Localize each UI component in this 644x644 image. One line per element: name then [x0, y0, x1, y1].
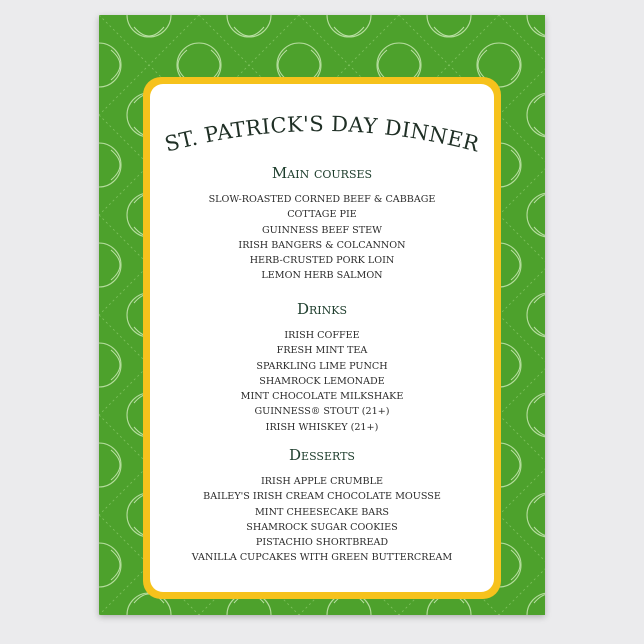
menu-item: IRISH COFFEE — [284, 330, 360, 341]
menu-item: GUINNESS® STOUT (21+) — [254, 406, 390, 418]
section-heading: Desserts — [289, 446, 355, 464]
menu-title — [140, 112, 504, 164]
menu-item: FRESH MINT TEA — [276, 345, 368, 357]
section-heading: Main courses — [271, 164, 373, 182]
section-heading: Drinks — [296, 300, 348, 318]
menu-item: PISTACHIO SHORTBREAD — [255, 537, 389, 549]
menu-item: SLOW-ROASTED CORNED BEEF & CABBAGE — [208, 194, 436, 205]
menu-item: IRISH BANGERS & COLCANNON — [238, 239, 406, 251]
menu-item: MINT CHEESECAKE BARS — [254, 506, 389, 518]
section-main-courses — [152, 164, 492, 284]
menu-item: IRISH APPLE CRUMBLE — [261, 476, 383, 487]
section-drinks — [152, 300, 492, 435]
menu-item: HERB-CRUSTED PORK LOIN — [249, 255, 395, 267]
section-desserts — [152, 446, 492, 566]
menu-item: IRISH WHISKEY (21+) — [265, 421, 379, 433]
menu-title-text: ST. PATRICK'S DAY DINNER — [162, 112, 482, 157]
menu-item: BAILEY'S IRISH CREAM CHOCOLATE MOUSSE — [203, 491, 441, 503]
menu-item: SHAMROCK SUGAR COOKIES — [246, 521, 398, 533]
menu-item: MINT CHOCOLATE MILKSHAKE — [240, 391, 404, 403]
menu-item: SPARKLING LIME PUNCH — [256, 360, 388, 372]
menu-item: COTTAGE PIE — [287, 209, 357, 221]
menu-item: SHAMROCK LEMONADE — [259, 375, 385, 387]
svg-text:ST. PATRICK'S DAY DINNER — [162, 112, 482, 157]
menu-item: VANILLA CUPCAKES WITH GREEN BUTTERCREAM — [191, 552, 453, 564]
menu-item: GUINNESS BEEF STEW — [262, 224, 382, 236]
menu-item: LEMON HERB SALMON — [261, 270, 383, 282]
